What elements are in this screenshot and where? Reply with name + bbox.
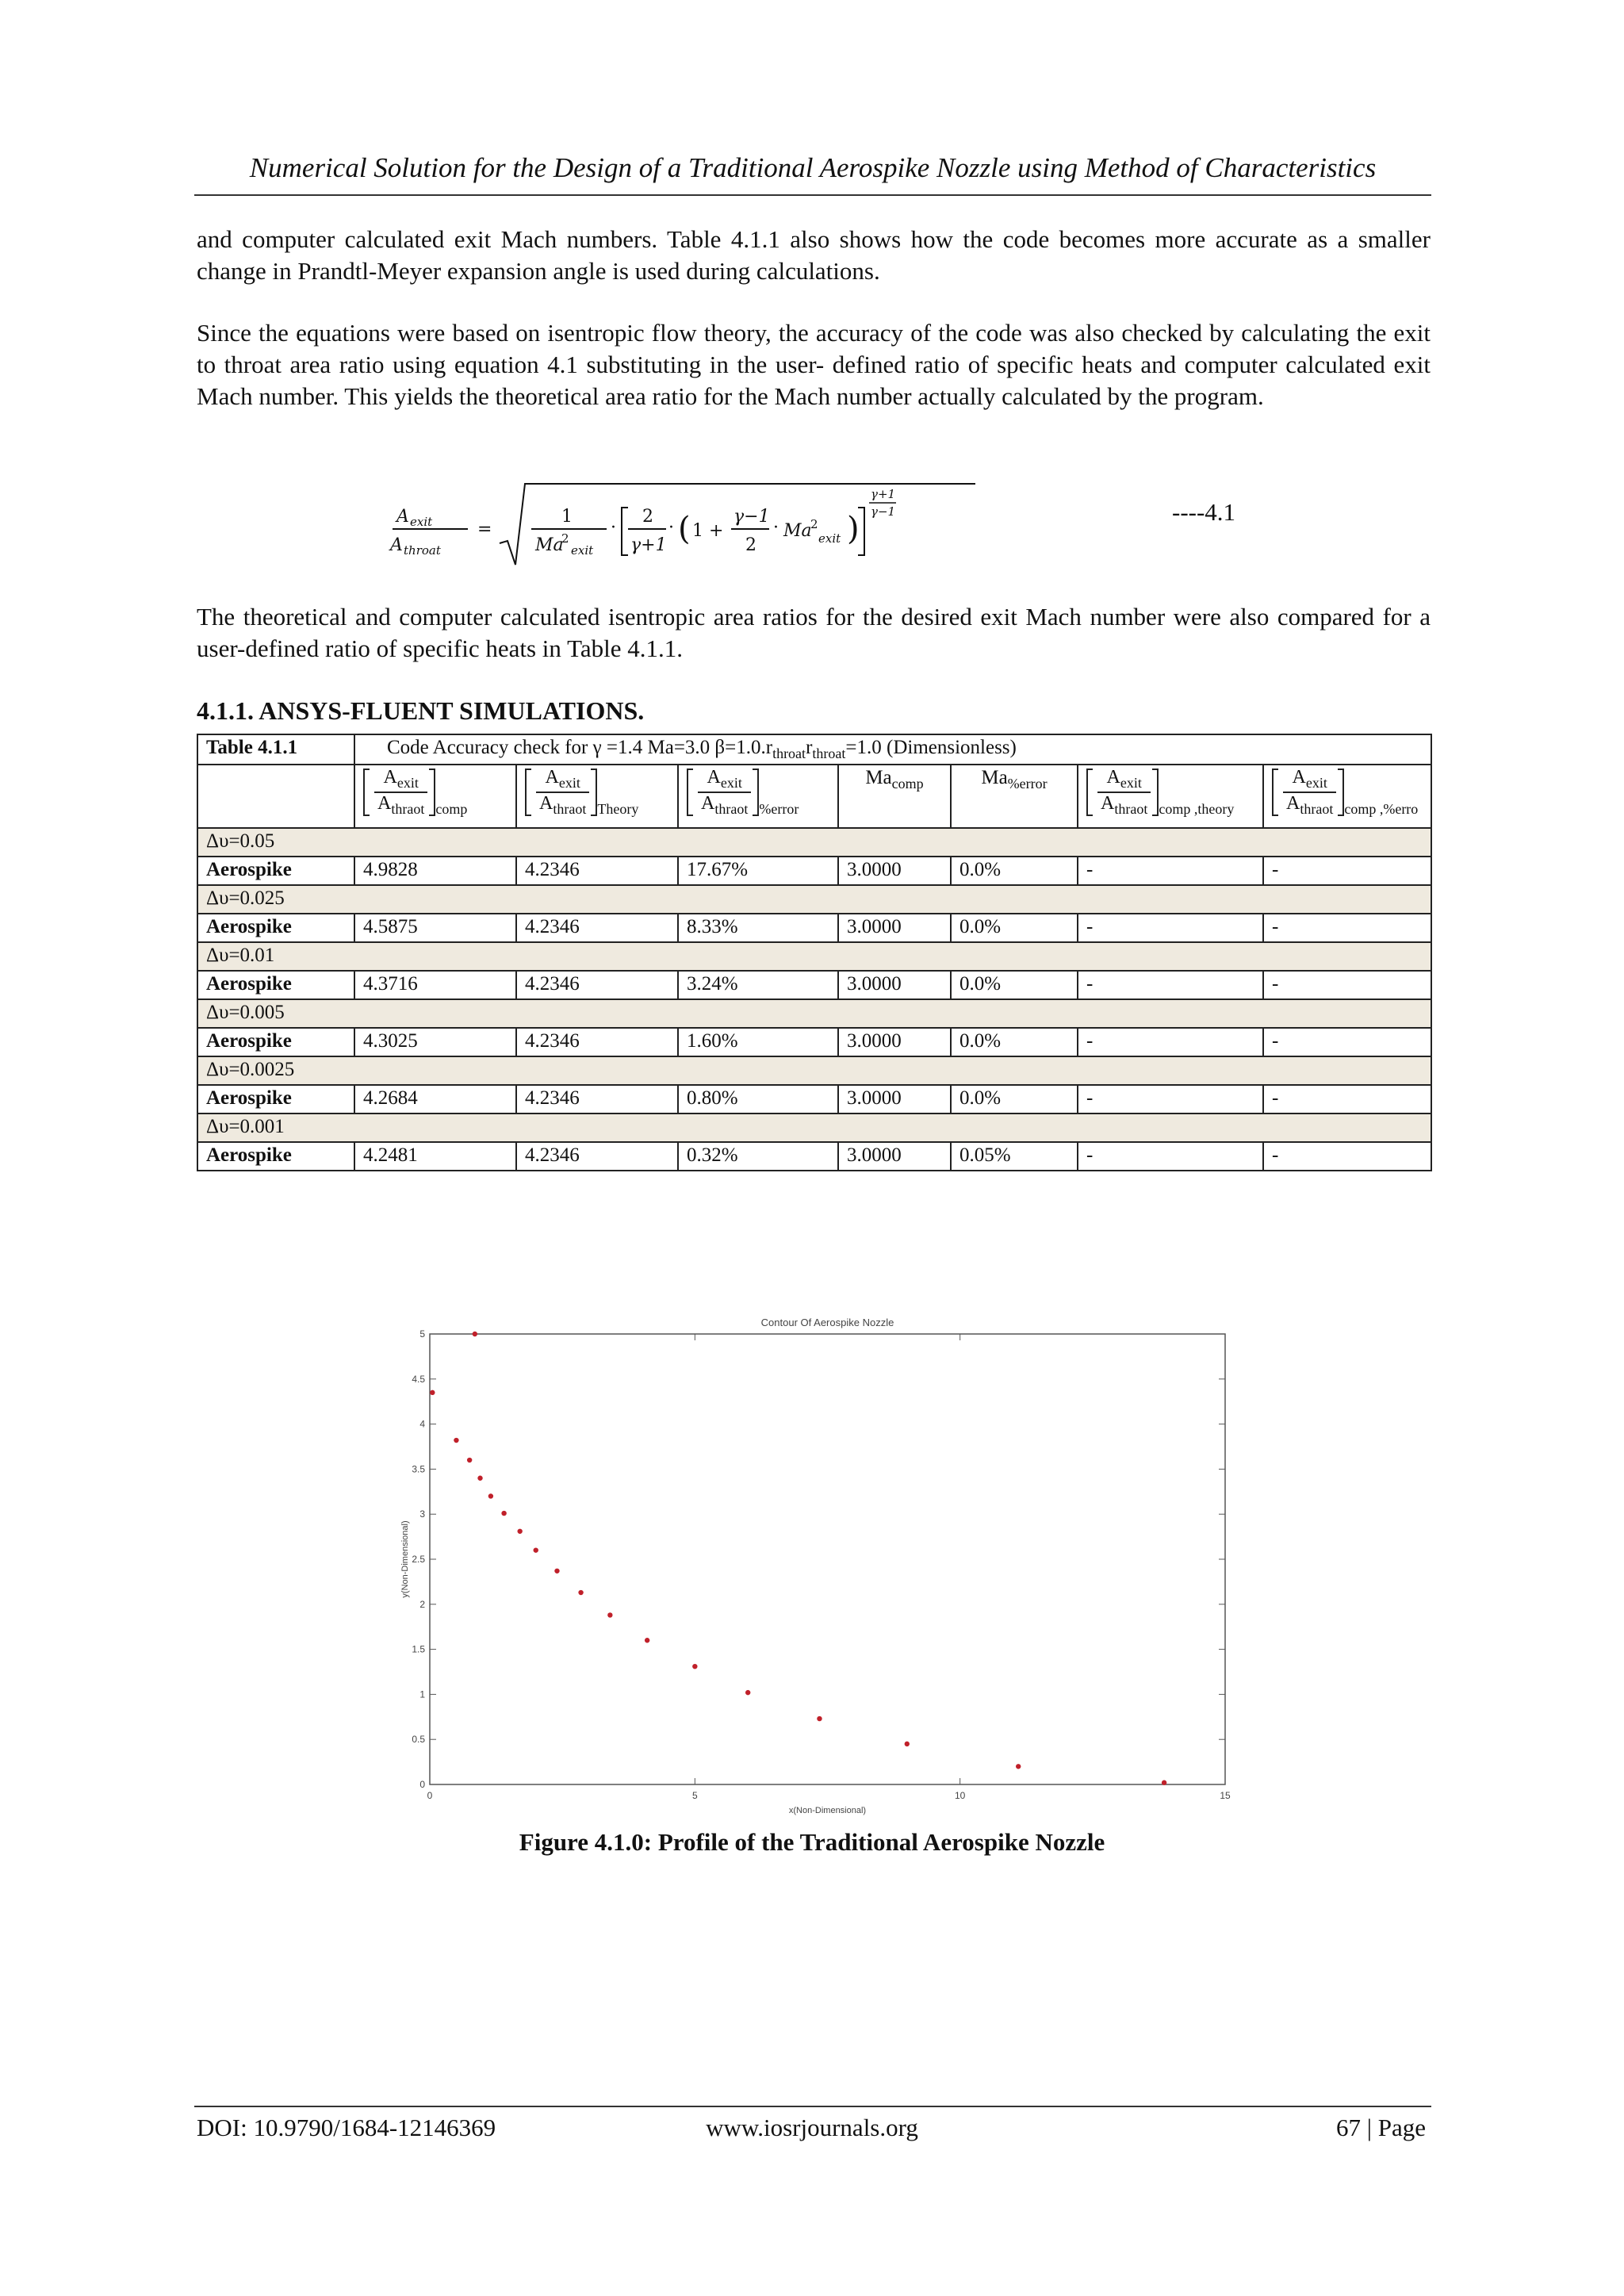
table-row-delta — [197, 1056, 1431, 1085]
data-point — [430, 1390, 435, 1395]
equation-svg — [373, 476, 991, 571]
y-tick-label: 2 — [419, 1598, 425, 1610]
table-row-delta — [197, 942, 1431, 971]
table-cell: 4.3716 — [354, 971, 516, 999]
footer-site: www.iosrjournals.org — [706, 2114, 918, 2141]
table-cell: 1.60% — [678, 1028, 838, 1056]
data-point — [1162, 1780, 1166, 1785]
accuracy-table — [197, 734, 1432, 1171]
eq-two-den: 2 — [745, 535, 756, 555]
data-point — [501, 1511, 506, 1516]
area-ratio-fraction: $\frac{A_{exit}}{A_{thraot}}$ — [1272, 767, 1344, 818]
y-tick-label: 3.5 — [412, 1463, 425, 1475]
header-rule — [194, 194, 1431, 196]
plot-frame — [430, 1334, 1225, 1784]
delta-cell: Δυ=0.025 — [197, 885, 1431, 914]
table-header-1: $\frac{A_{exit}}{A_{thraot}}$ $_{Theory}$ — [516, 765, 678, 828]
table-header-3: $Ma_{comp}$ — [838, 765, 951, 828]
eq-gp1: γ+1 — [630, 535, 667, 555]
eq-equals: = — [477, 519, 492, 539]
table-header-4: $Ma_{\%error}$ — [951, 765, 1078, 828]
eq-one-plus: 1 + — [692, 521, 724, 541]
table-cell: 4.2346 — [516, 971, 678, 999]
eq-exp-den: γ−1 — [871, 504, 896, 519]
figure-caption: Figure 4.1.0: Profile of the Traditional Aerospike Nozzle — [519, 1828, 1105, 1856]
area-ratio-fraction: $\frac{A_{exit}}{A_{thraot}}$ — [687, 767, 759, 818]
data-point — [517, 1529, 522, 1534]
eq-two: 2 — [642, 507, 653, 527]
eq-ma-sq: 2 — [561, 531, 569, 546]
table-cell: 4.2346 — [516, 1028, 678, 1056]
eq-exit-sub-2: exit — [818, 531, 841, 546]
table-cell: - — [1263, 857, 1431, 885]
area-ratio-fraction: $\frac{A_{exit}}{A_{thraot}}$ — [1086, 767, 1159, 818]
table-cell: 17.67% — [678, 857, 838, 885]
table-cell: - — [1078, 971, 1263, 999]
table-cell: 0.0% — [951, 1028, 1078, 1056]
row-label: Aerospike — [197, 971, 354, 999]
table-row-delta — [197, 828, 1431, 857]
x-tick-label: 0 — [427, 1790, 433, 1801]
svg-text:): ) — [847, 511, 860, 547]
eq-ma-sq-2: 2 — [810, 517, 818, 531]
eq-lhs-num: A — [396, 507, 409, 527]
table-cell: 4.3025 — [354, 1028, 516, 1056]
data-point — [905, 1742, 910, 1746]
equation-4-1 — [373, 476, 991, 571]
table-cell: 3.0000 — [838, 971, 951, 999]
header-blank — [197, 765, 354, 828]
table-cell: 0.32% — [678, 1142, 838, 1171]
table-cell: 4.2684 — [354, 1085, 516, 1114]
row-label: Aerospike — [197, 914, 354, 942]
x-axis-label: x(Non-Dimensional) — [788, 1806, 867, 1815]
table-cell: - — [1078, 1142, 1263, 1171]
table-cell: 0.0% — [951, 1085, 1078, 1114]
table-cell: - — [1078, 1085, 1263, 1114]
table-cell: 0.05% — [951, 1142, 1078, 1171]
eq-dot-1: · — [611, 518, 616, 538]
running-title: Numerical Solution for the Design of a Traditional Aerospike Nozzle using Method of Characteristics — [249, 152, 1377, 183]
data-point — [477, 1476, 482, 1481]
eq-gm1: γ−1 — [733, 507, 770, 527]
delta-cell: Δυ=0.005 — [197, 999, 1431, 1028]
area-ratio-fraction: $\frac{A_{exit}}{A_{thraot}}$ — [525, 767, 597, 818]
eq-exit-sub: exit — [571, 543, 594, 558]
table-header-2: $\frac{A_{exit}}{A_{thraot}}$ $_{\%error}$ — [678, 765, 838, 828]
data-point — [467, 1458, 472, 1462]
scatter-plot — [396, 1301, 1245, 1816]
table-cell: - — [1078, 1028, 1263, 1056]
data-point — [817, 1716, 822, 1721]
y-tick-label: 1 — [419, 1688, 425, 1700]
eq-lhs-num-sub: exit — [410, 515, 433, 529]
eq-lhs-den: A — [390, 535, 403, 555]
y-tick-label: 3 — [419, 1508, 425, 1520]
delta-cell: Δυ=0.05 — [197, 828, 1431, 857]
table-row-delta — [197, 1114, 1431, 1142]
table-cell: 3.24% — [678, 971, 838, 999]
data-point — [645, 1638, 649, 1642]
eq-one: 1 — [561, 507, 573, 527]
area-ratio-fraction: $\frac{A_{exit}}{A_{thraot}}$ — [363, 767, 435, 818]
row-label: Aerospike — [197, 1028, 354, 1056]
table-cell: 3.0000 — [838, 857, 951, 885]
svg-text:(: ( — [678, 511, 691, 547]
table-cell: 3.0000 — [838, 914, 951, 942]
table-row — [197, 857, 1431, 885]
table-cell: 4.2346 — [516, 914, 678, 942]
delta-cell: Δυ=0.01 — [197, 942, 1431, 971]
data-point — [1016, 1764, 1021, 1769]
table-cell: 3.0000 — [838, 1028, 951, 1056]
table-row — [197, 914, 1431, 942]
paragraph-3: The theoretical and computer calculated isentropic area ratios for the desired exit Mach number were also compared for a user-defined ratio of specific heats in Table 4.1.1. — [197, 603, 1431, 662]
y-tick-label: 4 — [419, 1418, 425, 1430]
table-cell: 4.5875 — [354, 914, 516, 942]
y-tick-label: 5 — [419, 1328, 425, 1340]
footer-page: 67 | Page — [1336, 2114, 1426, 2141]
table-cell: - — [1263, 971, 1431, 999]
y-tick-label: 0 — [419, 1779, 425, 1790]
table-row — [197, 1142, 1431, 1171]
table-row — [197, 1085, 1431, 1114]
table-cell: 4.9828 — [354, 857, 516, 885]
eq-exp-num: γ+1 — [871, 487, 896, 501]
table-header-5: $\frac{A_{exit}}{A_{thraot}}$ $_{comp ,theory}$ — [1078, 765, 1263, 828]
eq-ma-2: Ma — [783, 521, 812, 541]
row-label: Aerospike — [197, 1142, 354, 1171]
footer-doi: DOI: 10.9790/1684-12146369 — [197, 2114, 496, 2141]
table-label: Table 4.1.1 — [197, 734, 354, 765]
plot-title: Contour Of Aerospike Nozzle — [760, 1317, 894, 1328]
table-cell: 4.2346 — [516, 857, 678, 885]
data-point — [534, 1547, 538, 1552]
table-cell: 4.2346 — [516, 1142, 678, 1171]
data-point — [745, 1690, 750, 1695]
data-point — [607, 1612, 612, 1617]
data-point — [554, 1569, 559, 1573]
data-point — [454, 1438, 458, 1443]
eq-dot-3: · — [773, 518, 779, 538]
y-tick-label: 2.5 — [412, 1554, 425, 1565]
y-tick-label: 0.5 — [412, 1734, 425, 1746]
data-point — [692, 1664, 697, 1669]
table-cell: 4.2346 — [516, 1085, 678, 1114]
y-axis-label: y(Non-Dimensional) — [400, 1520, 410, 1598]
table-cell: 3.0000 — [838, 1142, 951, 1171]
table-cell: 8.33% — [678, 914, 838, 942]
table-cell: - — [1263, 1085, 1431, 1114]
paragraph-1: and computer calculated exit Mach numbers. Table 4.1.1 also shows how the code becomes more accurate as a smaller change in Prandtl-Meyer expansion angle is used during calculations. — [197, 225, 1431, 285]
table-cell: - — [1078, 914, 1263, 942]
section-heading: 4.1.1. ANSYS-FLUENT SIMULATIONS. — [197, 696, 645, 725]
y-tick-label: 1.5 — [412, 1643, 425, 1655]
table-cell: - — [1263, 914, 1431, 942]
paragraph-2: Since the equations were based on isentropic flow theory, the accuracy of the code was also checked by calculating the exit to throat area ratio using equation 4.1 substituting in the user- defined ratio of specific heats and computer calculated exit Mach number. This yields the theoretical area ratio for the Mach number actually calculated by the program. — [197, 319, 1431, 410]
table-cell: - — [1263, 1142, 1431, 1171]
table-cell: - — [1078, 857, 1263, 885]
table-cell: 4.2481 — [354, 1142, 516, 1171]
equation-number: ----4.1 — [1172, 498, 1236, 526]
eq-dot-2: · — [668, 518, 674, 538]
table-header-6: $\frac{A_{exit}}{A_{thraot}}$ $_{comp ,\%erro}$ — [1263, 765, 1431, 828]
y-tick-label: 4.5 — [412, 1373, 425, 1385]
table-cell: 0.0% — [951, 971, 1078, 999]
figure-plot — [396, 1301, 1245, 1816]
delta-cell: Δυ=0.001 — [197, 1114, 1431, 1142]
row-label: Aerospike — [197, 857, 354, 885]
footer-rule — [194, 2106, 1431, 2107]
data-point — [578, 1590, 583, 1595]
data-point — [473, 1332, 477, 1336]
table-cell: - — [1263, 1028, 1431, 1056]
table-row-delta — [197, 999, 1431, 1028]
table-caption: Code Accuracy check for γ =1.4 Ma=3.0 $\beta=1.0.r_{throat}r_{throat}=1.0$ (Dimensionless) — [354, 734, 1431, 765]
table-cell: 3.0000 — [838, 1085, 951, 1114]
table-cell: 0.80% — [678, 1085, 838, 1114]
table-cell: 0.0% — [951, 857, 1078, 885]
table-row-delta — [197, 885, 1431, 914]
x-tick-label: 10 — [954, 1790, 966, 1801]
data-point — [488, 1493, 493, 1498]
row-label: Aerospike — [197, 1085, 354, 1114]
x-tick-label: 5 — [691, 1790, 698, 1801]
delta-cell: Δυ=0.0025 — [197, 1056, 1431, 1085]
table-cell: 0.0% — [951, 914, 1078, 942]
eq-ma: Ma — [535, 535, 564, 555]
x-tick-label: 15 — [1220, 1790, 1231, 1801]
eq-lhs-den-sub: throat — [404, 543, 441, 558]
table-row — [197, 1028, 1431, 1056]
table-header-0: $\frac{A_{exit}}{A_{thraot}}$ $_{comp}$ — [354, 765, 516, 828]
table-row — [197, 971, 1431, 999]
